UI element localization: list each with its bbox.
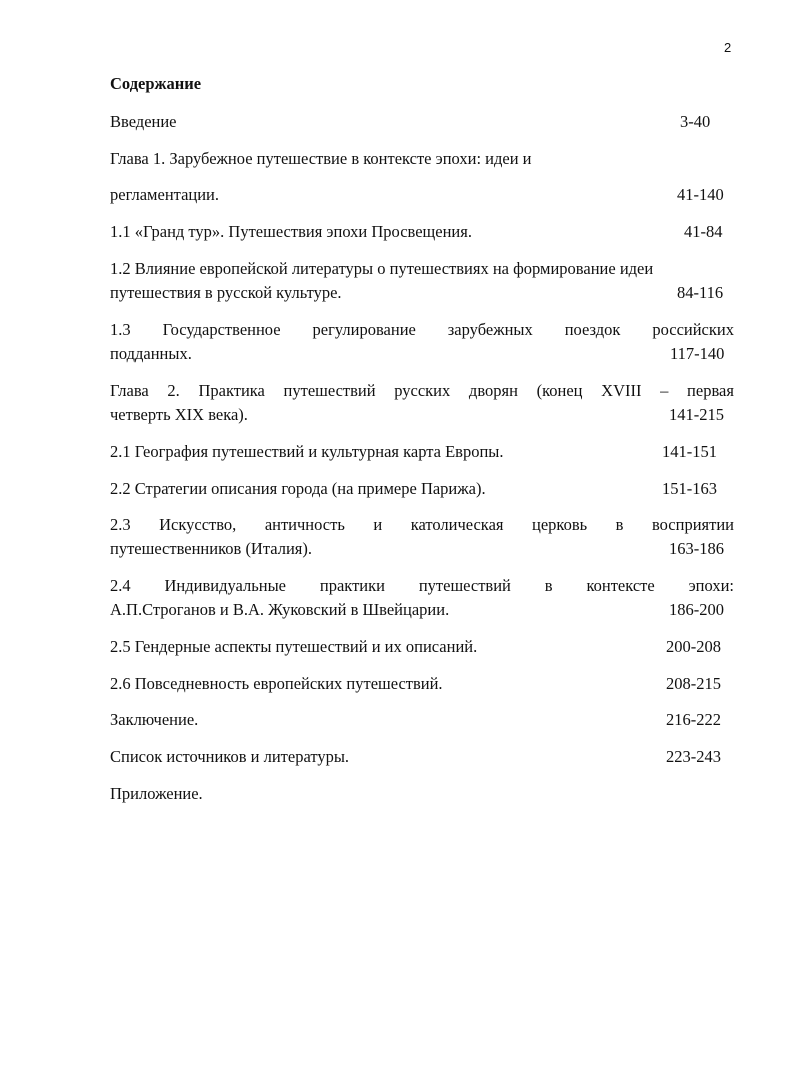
toc-entry-ch1-pages: 41-140 <box>677 185 724 204</box>
toc-entry-ch2-title-line1 <box>110 379 734 403</box>
toc-entry-s1-1-title: 1.1 «Гранд тур». Путешествия эпохи Просвещения. <box>110 222 472 241</box>
toc-entry-s1-2-title-line1: 1.2 Влияние европейской литературы о путешествиях на формирование идеи <box>110 259 654 278</box>
page-number: 2 <box>724 40 732 55</box>
toc-entry-s2-4-pages: 186-200 <box>669 600 724 619</box>
word: 2.4 <box>110 576 131 595</box>
word: Практика <box>198 381 265 400</box>
word: церковь <box>532 515 588 534</box>
word: первая <box>687 381 734 400</box>
word: – <box>660 381 669 400</box>
word: Индивидуальные <box>164 576 286 595</box>
toc-entry-sources-pages: 223-243 <box>666 747 721 766</box>
toc-entry-s2-3-pages: 163-186 <box>669 539 724 558</box>
toc-entry-ch2-title-line2: четверть XIX века). <box>110 405 248 424</box>
toc-entry-s1-3-pages: 117-140 <box>670 344 725 363</box>
word: Государственное <box>162 320 281 339</box>
word: регулирование <box>312 320 416 339</box>
word: зарубежных <box>447 320 533 339</box>
word: дворян <box>468 381 518 400</box>
word: восприятии <box>651 515 734 534</box>
word: практики <box>319 576 385 595</box>
toc-entry-ch2-pages: 141-215 <box>669 405 724 424</box>
word: эпохи: <box>688 576 734 595</box>
toc-entry-ch1-title-line1: Глава 1. Зарубежное путешествие в контексте эпохи: идеи и <box>110 149 532 168</box>
toc-entry-s1-1-pages: 41-84 <box>684 222 723 241</box>
toc-entry-s2-5-pages: 200-208 <box>666 637 721 656</box>
toc-entry-intro-pages: 3-40 <box>680 112 711 131</box>
toc-entry-conclusion-pages: 216-222 <box>666 710 721 729</box>
word: в <box>544 576 553 595</box>
toc-entry-s2-2-title: 2.2 Стратегии описания города (на примере Парижа). <box>110 479 486 498</box>
toc-entry-s2-5-title: 2.5 Гендерные аспекты путешествий и их описаний. <box>110 637 478 656</box>
word: 2. <box>167 381 180 400</box>
toc-entry-s2-6-pages: 208-215 <box>666 674 721 693</box>
word: поездок <box>564 320 621 339</box>
toc-entry-s1-2-pages: 84-116 <box>677 283 724 302</box>
word: 2.3 <box>110 515 131 534</box>
word: 1.3 <box>110 320 131 339</box>
word: античность <box>264 515 345 534</box>
toc-entry-s1-2-title-line2: путешествия в русской культуре. <box>110 283 342 302</box>
toc-entry-appendix-title: Приложение. <box>110 784 203 803</box>
word: и <box>373 515 383 534</box>
toc-entry-s2-1-title: 2.1 География путешествий и культурная карта Европы. <box>110 442 504 461</box>
word: XVIII <box>601 381 642 400</box>
toc-entry-s1-3-title-line2: подданных. <box>110 344 192 363</box>
toc-entry-s2-3-title-line2: путешественников (Италия). <box>110 539 313 558</box>
word: контексте <box>586 576 655 595</box>
word: русских <box>394 381 451 400</box>
word: (конец <box>536 381 583 400</box>
word: католическая <box>410 515 504 534</box>
toc-heading: Содержание <box>110 74 202 93</box>
word: Искусство, <box>159 515 237 534</box>
word: путешествий <box>283 381 376 400</box>
toc-entry-ch1-title-line2: регламентации. <box>110 185 220 204</box>
word: Глава <box>110 381 149 400</box>
word: российских <box>652 320 734 339</box>
toc-entry-s1-3-title-line1 <box>110 318 734 342</box>
toc-entry-intro-title: Введение <box>110 112 177 131</box>
toc-entry-s2-4-title-line2: А.П.Строганов и В.А. Жуковский в Швейцарии. <box>110 600 450 619</box>
toc-entry-s2-4-title-line1 <box>110 574 734 598</box>
toc-entry-s2-6-title: 2.6 Повседневность европейских путешествий. <box>110 674 443 693</box>
toc-entry-s2-2-pages: 151-163 <box>662 479 717 498</box>
word: путешествий <box>418 576 511 595</box>
toc-entry-sources-title: Список источников и литературы. <box>110 747 350 766</box>
toc-entry-s2-3-title-line1 <box>110 513 734 537</box>
toc-entry-conclusion-title: Заключение. <box>110 710 199 729</box>
toc-entry-s2-1-pages: 141-151 <box>662 442 717 461</box>
word: в <box>615 515 624 534</box>
